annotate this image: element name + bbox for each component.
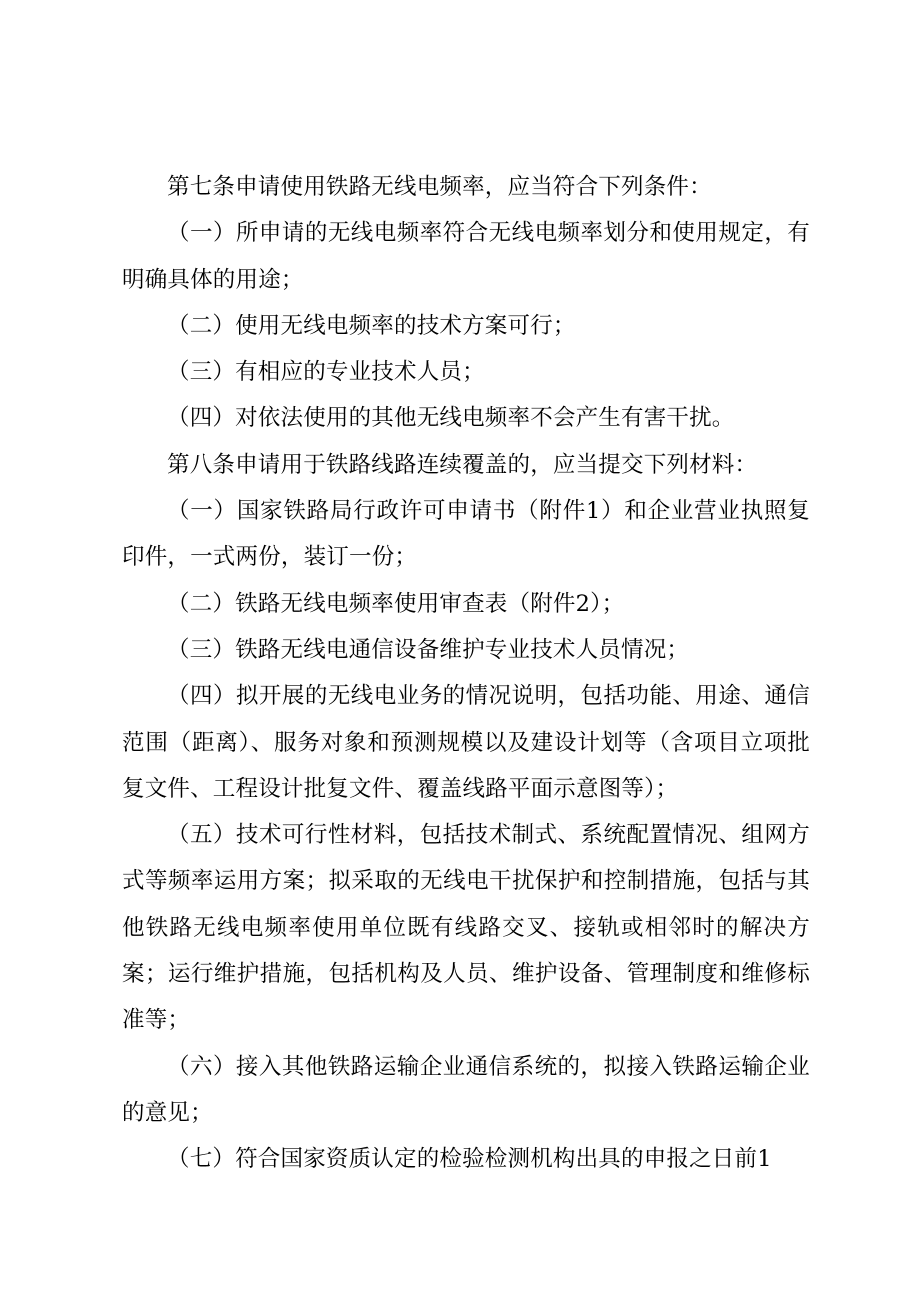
article-7-heading: 第七条申请使用铁路无线电频率，应当符合下列条件：: [167, 174, 712, 200]
article-8-item-2: （二）铁路无线电频率使用审查表（附件2）；: [167, 590, 625, 617]
article-8-item-6: （六）接入其他铁路运输企业通信系统的，拟接入铁路运输企业的意见；: [122, 1053, 810, 1126]
article-7-item-1: （一）所申请的无线电频率符合无线电频率划分和使用规定，有明确具体的用途；: [122, 220, 810, 293]
article-8-item-3: （三）铁路无线电通信设备维护专业技术人员情况；: [167, 636, 690, 663]
article-8-item-4: （四）拟开展的无线电业务的情况说明，包括功能、用途、通信范围（距离）、服务对象和预测规模以及建设计划等（含项目立项批复文件、工程设计批复文件、覆盖线路平面示意图等）；: [122, 683, 810, 802]
article-8-item-7: （七）符合国家资质认定的检验检测机构出具的申报之日前1: [167, 1146, 772, 1173]
article-7-item-2: （二）使用无线电频率的技术方案可行；: [167, 312, 576, 339]
article-8-item-1: （一）国家铁路局行政许可申请书（附件1）和企业营业执照复印件，一式两份，装订一份；: [122, 498, 810, 571]
article-7-item-3: （三）有相应的专业技术人员；: [167, 359, 485, 386]
article-8-item-5: （五）技术可行性材料，包括技术制式、系统配置情况、组网方式等频率运用方案；拟采取的无线电干扰保护和控制措施，包括与其他铁路无线电频率使用单位既有线路交叉、接轨或相邻时的解决方案；运行维护措施，包括机构及人员、维护设备、管理制度和维修标准等；: [122, 822, 810, 1034]
article-8-heading: 第八条申请用于铁路线路连续覆盖的，应当提交下列材料：: [167, 451, 758, 478]
article-7-item-4: （四）对依法使用的其他无线电频率不会产生有害干扰。: [167, 405, 735, 432]
